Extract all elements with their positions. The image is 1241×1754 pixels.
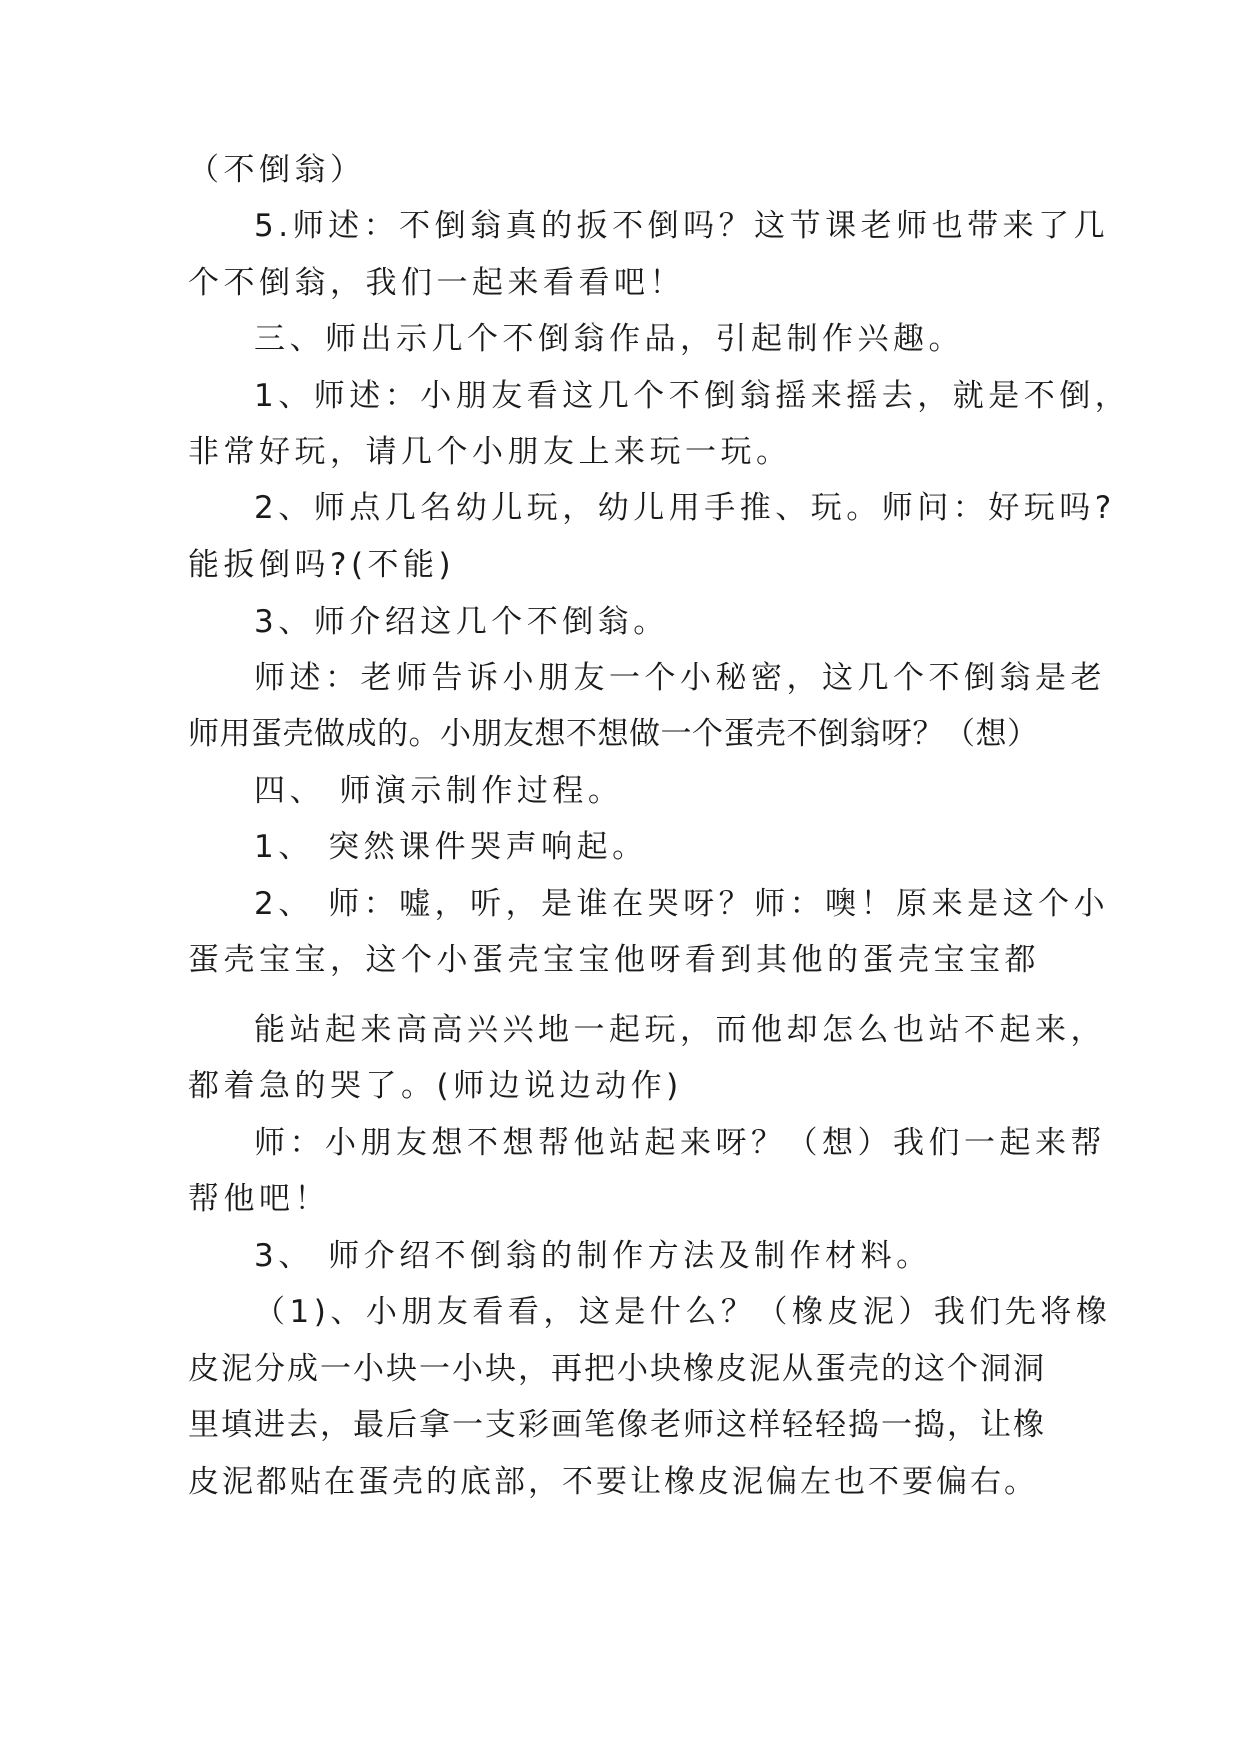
text-line-6: 非常好玩，请几个小朋友上来玩一玩。 <box>188 434 792 470</box>
text-line-23: 里填进去，最后拿一支彩画笔像老师这样轻轻捣一捣，让橡 <box>188 1407 1046 1443</box>
text-line-9: 3、师介绍这几个不倒翁。 <box>254 604 669 640</box>
text-line-8: 能扳倒吗?(不能) <box>188 547 456 583</box>
text-line-22: 皮泥分成一小块一小块，再把小块橡皮泥从蛋壳的这个洞洞 <box>188 1351 1046 1387</box>
text-line-20: 3、 师介绍不倒翁的制作方法及制作材料。 <box>254 1238 932 1274</box>
text-line-10: 师述：老师告诉小朋友一个小秘密，这几个不倒翁是老 <box>254 660 1106 696</box>
text-line-15: 蛋壳宝宝，这个小蛋壳宝宝他呀看到其他的蛋壳宝宝都 <box>188 942 1040 978</box>
text-line-18: 师：小朋友想不想帮他站起来呀？（想）我们一起来帮 <box>254 1125 1106 1161</box>
text-line-13: 1、 突然课件哭声响起。 <box>254 829 648 865</box>
text-line-11: 师用蛋壳做成的。小朋友想不想做一个蛋壳不倒翁呀？（想） <box>188 716 1039 752</box>
text-line-17: 都着急的哭了。(师边说边动作) <box>188 1068 683 1104</box>
text-line-5: 1、师述：小朋友看这几个不倒翁摇来摇去，就是不倒， <box>254 378 1131 414</box>
text-line-19: 帮他吧！ <box>188 1181 330 1217</box>
text-line-12: 四、 师演示制作过程。 <box>254 773 624 809</box>
text-line-16: 能站起来高高兴兴地一起玩，而他却怎么也站不起来， <box>254 1012 1106 1048</box>
text-line-3: 个不倒翁，我们一起来看看吧！ <box>188 265 685 301</box>
text-line-1: （不倒翁） <box>188 152 366 188</box>
text-line-4: 三、师出示几个不倒翁作品，引起制作兴趣。 <box>254 321 964 357</box>
text-line-21: （1)、小朋友看看，这是什么？（橡皮泥）我们先将橡 <box>254 1294 1112 1330</box>
text-line-14: 2、 师：嘘，听，是谁在哭呀？师：噢！原来是这个小 <box>254 886 1110 922</box>
text-line-24: 皮泥都贴在蛋壳的底部，不要让橡皮泥偏左也不要偏右。 <box>188 1464 1038 1500</box>
text-line-2: 5.师述：不倒翁真的扳不倒吗？这节课老师也带来了几 <box>254 208 1110 244</box>
text-line-7: 2、师点几名幼儿玩，幼儿用手推、玩。师问：好玩吗? <box>254 490 1116 526</box>
